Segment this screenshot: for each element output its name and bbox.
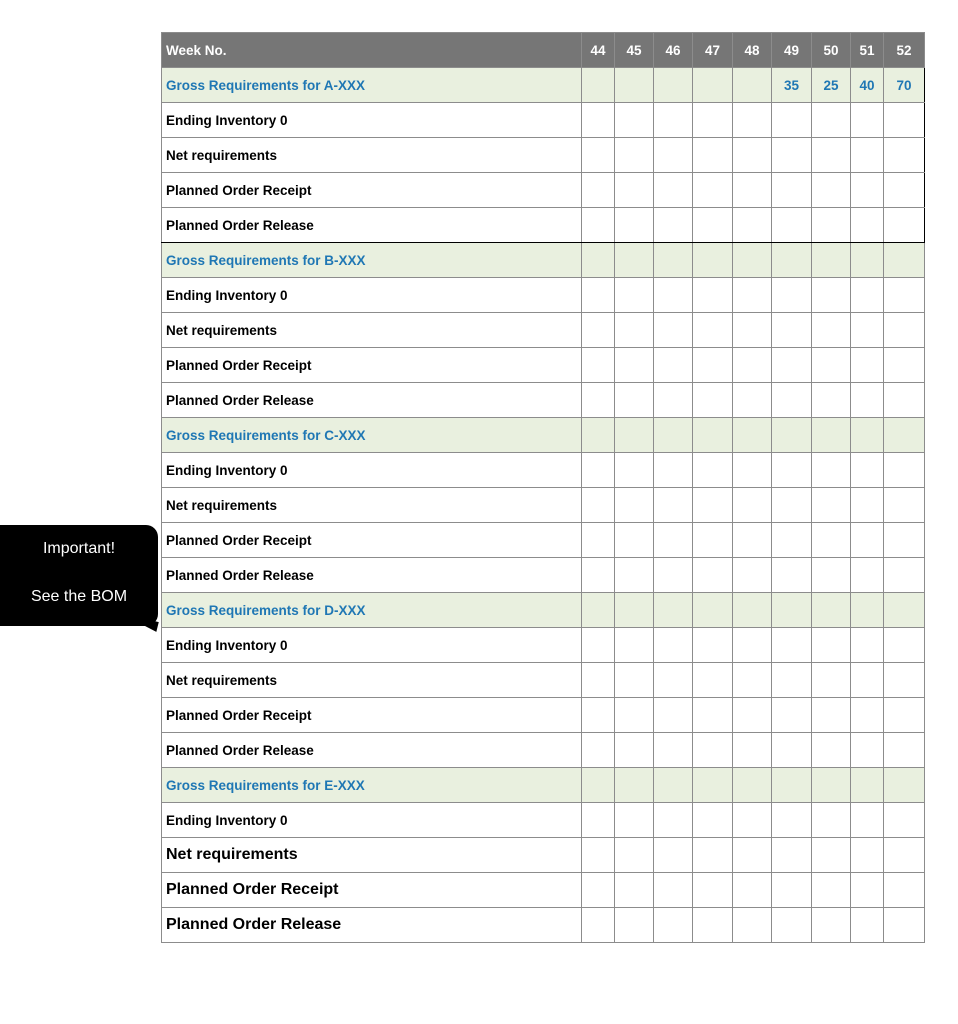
week-cell[interactable] [693, 103, 733, 138]
week-cell[interactable] [733, 908, 772, 943]
gross-requirement-cell[interactable] [812, 768, 851, 803]
gross-requirement-cell[interactable] [582, 243, 615, 278]
week-cell[interactable] [884, 348, 925, 383]
row-label: Ending Inventory 0 [162, 278, 582, 313]
week-cell[interactable] [812, 803, 851, 838]
week-cell[interactable] [615, 453, 654, 488]
week-cell[interactable] [812, 138, 851, 173]
week-cell[interactable] [693, 628, 733, 663]
row-label: Planned Order Release [162, 908, 582, 943]
week-cell[interactable] [654, 838, 693, 873]
gross-requirement-cell[interactable] [693, 593, 733, 628]
week-cell[interactable] [582, 138, 615, 173]
week-cell[interactable] [654, 138, 693, 173]
row-label: Planned Order Receipt [162, 873, 582, 908]
week-header: 46 [654, 33, 693, 68]
week-cell[interactable] [615, 173, 654, 208]
row-label: Ending Inventory 0 [162, 803, 582, 838]
week-cell[interactable] [772, 313, 812, 348]
week-cell[interactable] [733, 208, 772, 243]
week-cell[interactable] [772, 628, 812, 663]
week-cell[interactable] [772, 838, 812, 873]
row-label: Net requirements [162, 313, 582, 348]
week-cell[interactable] [582, 313, 615, 348]
week-cell[interactable] [733, 383, 772, 418]
week-cell[interactable] [812, 698, 851, 733]
week-cell[interactable] [615, 138, 654, 173]
ending-inventory-row [162, 103, 925, 138]
gross-requirement-cell[interactable] [654, 768, 693, 803]
gross-requirements-row [162, 68, 925, 103]
gross-requirements-row [162, 418, 925, 453]
week-cell[interactable] [582, 803, 615, 838]
week-cell[interactable] [693, 838, 733, 873]
gross-requirement-cell[interactable] [615, 243, 654, 278]
week-cell[interactable] [851, 453, 884, 488]
week-cell[interactable] [582, 628, 615, 663]
week-cell[interactable] [733, 803, 772, 838]
row-label: Net requirements [162, 488, 582, 523]
week-cell[interactable] [654, 313, 693, 348]
row-label: Net requirements [162, 838, 582, 873]
gross-requirement-cell[interactable] [772, 243, 812, 278]
week-number-header: Week No. [162, 33, 582, 68]
week-cell[interactable] [693, 488, 733, 523]
planned-order-receipt-row [162, 698, 925, 733]
week-cell[interactable] [812, 348, 851, 383]
week-cell[interactable] [693, 663, 733, 698]
week-cell[interactable] [654, 488, 693, 523]
week-header: 52 [884, 33, 925, 68]
gross-requirement-cell[interactable]: 25 [812, 68, 851, 103]
week-cell[interactable] [615, 628, 654, 663]
row-label: Planned Order Receipt [162, 173, 582, 208]
week-cell[interactable] [812, 628, 851, 663]
gross-requirement-cell[interactable] [851, 593, 884, 628]
week-cell[interactable] [851, 663, 884, 698]
row-label: Planned Order Release [162, 558, 582, 593]
week-cell[interactable] [615, 873, 654, 908]
week-cell[interactable] [693, 208, 733, 243]
week-header: 50 [812, 33, 851, 68]
gross-requirement-cell[interactable] [654, 243, 693, 278]
gross-requirement-cell[interactable] [884, 768, 925, 803]
week-cell[interactable] [582, 523, 615, 558]
week-cell[interactable] [582, 453, 615, 488]
week-cell[interactable] [812, 838, 851, 873]
week-cell[interactable] [812, 663, 851, 698]
week-cell[interactable] [772, 383, 812, 418]
gross-requirement-cell[interactable] [884, 418, 925, 453]
week-cell[interactable] [733, 138, 772, 173]
week-cell[interactable] [693, 383, 733, 418]
week-cell[interactable] [812, 208, 851, 243]
week-cell[interactable] [851, 733, 884, 768]
week-cell[interactable] [615, 838, 654, 873]
week-cell[interactable] [654, 908, 693, 943]
week-cell[interactable] [693, 138, 733, 173]
week-cell[interactable] [884, 103, 925, 138]
net-requirements-row [162, 313, 925, 348]
week-cell[interactable] [615, 733, 654, 768]
week-cell[interactable] [733, 838, 772, 873]
week-cell[interactable] [615, 383, 654, 418]
week-cell[interactable] [654, 208, 693, 243]
week-cell[interactable] [733, 348, 772, 383]
week-cell[interactable] [884, 383, 925, 418]
gross-requirements-row [162, 593, 925, 628]
row-label: Net requirements [162, 138, 582, 173]
week-cell[interactable] [615, 803, 654, 838]
week-cell[interactable] [654, 558, 693, 593]
week-cell[interactable] [851, 628, 884, 663]
important-callout [0, 525, 158, 626]
week-cell[interactable] [772, 453, 812, 488]
week-cell[interactable] [693, 733, 733, 768]
week-cell[interactable] [812, 558, 851, 593]
week-header: 48 [733, 33, 772, 68]
week-cell[interactable] [812, 733, 851, 768]
week-cell[interactable] [654, 173, 693, 208]
week-cell[interactable] [615, 663, 654, 698]
week-cell[interactable] [733, 698, 772, 733]
week-cell[interactable] [693, 803, 733, 838]
week-cell[interactable] [884, 488, 925, 523]
week-cell[interactable] [851, 138, 884, 173]
planned-order-release-row [162, 383, 925, 418]
week-cell[interactable] [733, 313, 772, 348]
row-label: Planned Order Release [162, 208, 582, 243]
week-cell[interactable] [615, 348, 654, 383]
week-cell[interactable] [693, 453, 733, 488]
gross-requirement-cell[interactable] [582, 768, 615, 803]
week-cell[interactable] [693, 278, 733, 313]
week-cell[interactable] [693, 698, 733, 733]
week-cell[interactable] [884, 558, 925, 593]
week-cell[interactable] [733, 278, 772, 313]
gross-requirement-cell[interactable] [733, 593, 772, 628]
gross-requirement-cell[interactable] [851, 418, 884, 453]
week-cell[interactable] [654, 873, 693, 908]
week-cell[interactable] [884, 698, 925, 733]
week-cell[interactable] [615, 208, 654, 243]
ending-inventory-row [162, 278, 925, 313]
week-cell[interactable] [615, 698, 654, 733]
week-cell[interactable] [582, 383, 615, 418]
week-cell[interactable] [582, 873, 615, 908]
week-cell[interactable] [693, 523, 733, 558]
week-cell[interactable] [812, 873, 851, 908]
gross-requirement-cell[interactable] [693, 418, 733, 453]
week-cell[interactable] [772, 138, 812, 173]
gross-requirement-cell[interactable]: 40 [851, 68, 884, 103]
gross-requirement-cell[interactable] [851, 243, 884, 278]
week-cell[interactable] [812, 103, 851, 138]
week-cell[interactable] [812, 908, 851, 943]
gross-requirement-cell[interactable] [582, 593, 615, 628]
week-cell[interactable] [884, 733, 925, 768]
planned-order-receipt-row [162, 523, 925, 558]
gross-requirement-cell[interactable] [693, 768, 733, 803]
week-cell[interactable] [884, 173, 925, 208]
planned-order-release-row [162, 733, 925, 768]
week-cell[interactable] [851, 908, 884, 943]
gross-requirement-cell[interactable] [582, 68, 615, 103]
week-cell[interactable] [772, 908, 812, 943]
ending-inventory-row [162, 628, 925, 663]
week-cell[interactable] [772, 873, 812, 908]
week-cell[interactable] [851, 103, 884, 138]
week-cell[interactable] [884, 453, 925, 488]
week-cell[interactable] [733, 173, 772, 208]
week-cell[interactable] [772, 523, 812, 558]
week-cell[interactable] [772, 103, 812, 138]
gross-requirement-cell[interactable]: 35 [772, 68, 812, 103]
week-cell[interactable] [582, 838, 615, 873]
net-requirements-row [162, 138, 925, 173]
planned-order-receipt-row [162, 173, 925, 208]
week-cell[interactable] [582, 208, 615, 243]
row-label: Gross Requirements for D-XXX [162, 593, 582, 628]
gross-requirement-cell[interactable] [733, 418, 772, 453]
week-cell[interactable] [693, 313, 733, 348]
week-cell[interactable] [772, 558, 812, 593]
week-cell[interactable] [884, 873, 925, 908]
gross-requirement-cell[interactable] [615, 418, 654, 453]
week-cell[interactable] [812, 313, 851, 348]
week-cell[interactable] [772, 348, 812, 383]
gross-requirements-row [162, 243, 925, 278]
week-cell[interactable] [884, 138, 925, 173]
week-cell[interactable] [582, 348, 615, 383]
week-cell[interactable] [654, 663, 693, 698]
week-cell[interactable] [884, 313, 925, 348]
week-header: 49 [772, 33, 812, 68]
week-cell[interactable] [772, 663, 812, 698]
week-cell[interactable] [772, 733, 812, 768]
gross-requirement-cell[interactable] [884, 593, 925, 628]
week-cell[interactable] [733, 663, 772, 698]
week-cell[interactable] [812, 453, 851, 488]
week-cell[interactable] [615, 278, 654, 313]
gross-requirement-cell[interactable] [772, 768, 812, 803]
week-cell[interactable] [582, 558, 615, 593]
row-label: Gross Requirements for E-XXX [162, 768, 582, 803]
week-cell[interactable] [812, 488, 851, 523]
week-cell[interactable] [812, 523, 851, 558]
week-cell[interactable] [654, 453, 693, 488]
row-label: Ending Inventory 0 [162, 453, 582, 488]
ending-inventory-row [162, 453, 925, 488]
week-cell[interactable] [884, 908, 925, 943]
row-label: Planned Order Release [162, 383, 582, 418]
gross-requirements-row [162, 768, 925, 803]
week-cell[interactable] [615, 488, 654, 523]
week-cell[interactable] [733, 873, 772, 908]
week-cell[interactable] [884, 803, 925, 838]
gross-requirement-cell[interactable] [693, 243, 733, 278]
week-cell[interactable] [654, 103, 693, 138]
gross-requirement-cell[interactable] [851, 768, 884, 803]
week-cell[interactable] [654, 278, 693, 313]
week-cell[interactable] [582, 173, 615, 208]
week-cell[interactable] [772, 173, 812, 208]
week-cell[interactable] [582, 733, 615, 768]
gross-requirement-cell[interactable]: 70 [884, 68, 925, 103]
gross-requirement-cell[interactable] [654, 593, 693, 628]
row-label: Ending Inventory 0 [162, 103, 582, 138]
row-label: Planned Order Receipt [162, 348, 582, 383]
mrp-table [161, 32, 925, 943]
week-cell[interactable] [851, 383, 884, 418]
week-cell[interactable] [693, 348, 733, 383]
gross-requirement-cell[interactable] [812, 243, 851, 278]
week-cell[interactable] [851, 348, 884, 383]
week-header: 44 [582, 33, 615, 68]
planned-order-release-row [162, 558, 925, 593]
week-cell[interactable] [693, 873, 733, 908]
net-requirements-row [162, 488, 925, 523]
week-cell[interactable] [851, 803, 884, 838]
week-cell[interactable] [654, 733, 693, 768]
gross-requirement-cell[interactable] [772, 418, 812, 453]
week-cell[interactable] [693, 908, 733, 943]
week-cell[interactable] [851, 873, 884, 908]
week-cell[interactable] [615, 313, 654, 348]
week-cell[interactable] [733, 453, 772, 488]
row-label: Gross Requirements for A-XXX [162, 68, 582, 103]
week-cell[interactable] [772, 208, 812, 243]
row-label: Gross Requirements for C-XXX [162, 418, 582, 453]
week-cell[interactable] [851, 313, 884, 348]
net-requirements-row [162, 838, 925, 873]
week-cell[interactable] [733, 103, 772, 138]
week-cell[interactable] [851, 173, 884, 208]
week-cell[interactable] [884, 208, 925, 243]
week-header: 51 [851, 33, 884, 68]
week-cell[interactable] [733, 558, 772, 593]
net-requirements-row [162, 663, 925, 698]
header-row [162, 33, 925, 68]
week-cell[interactable] [654, 383, 693, 418]
week-cell[interactable] [582, 103, 615, 138]
week-cell[interactable] [851, 698, 884, 733]
row-label: Ending Inventory 0 [162, 628, 582, 663]
week-cell[interactable] [884, 838, 925, 873]
week-cell[interactable] [582, 488, 615, 523]
week-cell[interactable] [733, 488, 772, 523]
gross-requirement-cell[interactable] [733, 768, 772, 803]
week-cell[interactable] [851, 278, 884, 313]
week-cell[interactable] [884, 523, 925, 558]
gross-requirement-cell[interactable] [812, 593, 851, 628]
week-cell[interactable] [582, 278, 615, 313]
row-label: Gross Requirements for B-XXX [162, 243, 582, 278]
week-cell[interactable] [733, 733, 772, 768]
planned-order-release-row [162, 208, 925, 243]
planned-order-receipt-row [162, 348, 925, 383]
week-cell[interactable] [884, 278, 925, 313]
week-cell[interactable] [772, 488, 812, 523]
week-header: 45 [615, 33, 654, 68]
gross-requirement-cell[interactable] [693, 68, 733, 103]
week-cell[interactable] [851, 488, 884, 523]
planned-order-receipt-row [162, 873, 925, 908]
week-cell[interactable] [582, 698, 615, 733]
gross-requirement-cell[interactable] [733, 68, 772, 103]
week-cell[interactable] [615, 558, 654, 593]
gross-requirement-cell[interactable] [654, 418, 693, 453]
gross-requirement-cell[interactable] [615, 68, 654, 103]
week-cell[interactable] [693, 173, 733, 208]
ending-inventory-row [162, 803, 925, 838]
week-cell[interactable] [733, 523, 772, 558]
week-cell[interactable] [654, 523, 693, 558]
week-cell[interactable] [772, 803, 812, 838]
week-cell[interactable] [615, 523, 654, 558]
week-cell[interactable] [654, 628, 693, 663]
gross-requirement-cell[interactable] [654, 68, 693, 103]
week-cell[interactable] [772, 278, 812, 313]
week-cell[interactable] [772, 698, 812, 733]
row-label: Planned Order Release [162, 733, 582, 768]
week-cell[interactable] [654, 698, 693, 733]
gross-requirement-cell[interactable] [772, 593, 812, 628]
week-header: 47 [693, 33, 733, 68]
callout-line-2: See the BOM [30, 588, 128, 605]
week-cell[interactable] [582, 908, 615, 943]
week-cell[interactable] [654, 348, 693, 383]
week-cell[interactable] [851, 558, 884, 593]
callout-line-1: Important! [42, 540, 116, 557]
planned-order-release-row [162, 908, 925, 943]
week-cell[interactable] [654, 803, 693, 838]
gross-requirement-cell[interactable] [733, 243, 772, 278]
row-label: Net requirements [162, 663, 582, 698]
week-cell[interactable] [615, 103, 654, 138]
gross-requirement-cell[interactable] [812, 418, 851, 453]
week-cell[interactable] [582, 663, 615, 698]
gross-requirement-cell[interactable] [615, 593, 654, 628]
week-cell[interactable] [851, 838, 884, 873]
gross-requirement-cell[interactable] [884, 243, 925, 278]
gross-requirement-cell[interactable] [615, 768, 654, 803]
week-cell[interactable] [851, 208, 884, 243]
week-cell[interactable] [812, 173, 851, 208]
gross-requirement-cell[interactable] [582, 418, 615, 453]
week-cell[interactable] [812, 278, 851, 313]
week-cell[interactable] [733, 628, 772, 663]
week-cell[interactable] [884, 628, 925, 663]
week-cell[interactable] [693, 558, 733, 593]
week-cell[interactable] [812, 383, 851, 418]
week-cell[interactable] [615, 908, 654, 943]
row-label: Planned Order Receipt [162, 523, 582, 558]
row-label: Planned Order Receipt [162, 698, 582, 733]
week-cell[interactable] [851, 523, 884, 558]
week-cell[interactable] [884, 663, 925, 698]
